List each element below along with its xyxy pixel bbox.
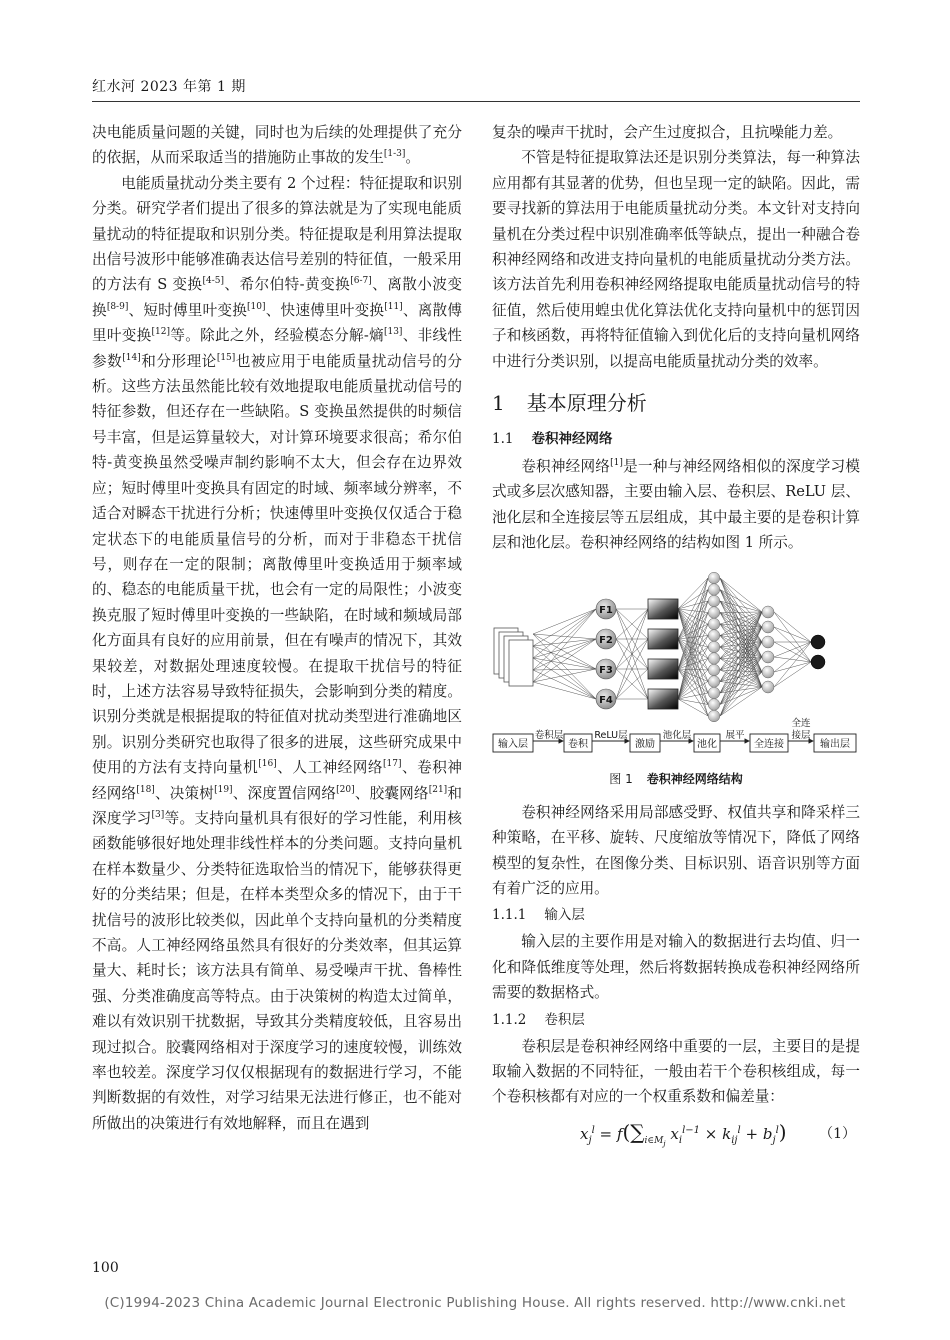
citation: [16]: [258, 759, 277, 770]
citation: [18]: [136, 784, 155, 795]
citation: [12]: [151, 327, 171, 338]
figure-caption: [492, 768, 860, 790]
paragraph-cnn: [492, 454, 860, 556]
citation: [8-9]: [106, 301, 129, 312]
subsubsection-title: 卷积层: [544, 1011, 585, 1028]
cnn-diagram: [492, 568, 860, 764]
header-rule: [92, 101, 860, 102]
section-heading: [492, 388, 860, 418]
text: 、非线性参数: [92, 327, 462, 370]
citation: [11]: [384, 301, 403, 312]
text: 电能质量扰动分类主要有 2 个过程：特征提取和识别分类。研究学者们提出了很多的算法就是为了实现电能质量扰动的特征提取和识别分类。特征提取是利用算法提取出信号波形中能够准确表达信号差别的特征值，一般采用的方法有 S 变换: [92, 174, 462, 294]
input-image-stack: [494, 628, 533, 686]
paragraph-continued: [92, 120, 462, 171]
text: 等。除此之外，经验模态分解-熵: [170, 327, 384, 345]
citation: [3]: [151, 810, 165, 821]
text: 决电能质量问题的关键，同时也为后续的处理提供了充分的依据，从而采取适当的措施防止事故的发生: [92, 124, 462, 167]
text: 。: [405, 149, 421, 167]
citation: [21]: [428, 784, 448, 795]
dense-node: [708, 583, 720, 595]
feature-label: F4: [599, 694, 613, 706]
feature-label: F2: [599, 634, 613, 646]
dense-node: [708, 710, 720, 722]
dense-node: [708, 606, 720, 618]
output-node: [811, 635, 825, 649]
citation: [19]: [214, 784, 233, 795]
flow-box-label: 输出层: [820, 738, 850, 750]
citation: [10]: [247, 301, 266, 312]
dense-node: [708, 652, 720, 664]
dense-node: [708, 618, 720, 630]
paragraph-method-intro: 不管是特征提取算法还是识别分类算法，每一种算法应用都有其显著的优势，但也呈现一定的缺陷。因此，需要寻找新的算法用于电能质量扰动分类。本文针对支持向量机在分类过程中识别准确率低等缺点，提出一种融合卷积神经网络和改进支持向量机的电能质量扰动分类方法。该方法首先利用卷积神经网络提取电能质量扰动信号的特征值，然后使用蝗虫优化算法优化支持向量机中的惩罚因子和核函数，再将特征值输入到优化后的支持向量机网络中进行分类识别，以提高电能质量扰动分类的效率。: [492, 149, 860, 370]
dense-node: [762, 651, 774, 663]
journal-header: 红水河 2023 年第 1 期: [92, 79, 246, 95]
feature-map: [648, 599, 678, 619]
citation: [1-3]: [383, 149, 406, 160]
text: 、希尔伯特-黄变换: [223, 276, 351, 294]
text: 、决策树: [154, 784, 215, 802]
subsection-title: 卷积神经网络: [531, 431, 613, 448]
paragraph-conv-layer: 卷积层是卷积神经网络中重要的一层，主要目的是提取输入数据的不同特征，一般由若干个卷积核组成，每一个卷积核都有对应的一个权重系数和偏差量：: [492, 1037, 860, 1106]
output-node: [811, 655, 825, 669]
figure-title: 卷积神经网络结构: [646, 771, 743, 786]
cnn-structure-figure: [492, 568, 860, 764]
dense-node: [708, 572, 720, 584]
flow-arrow-label: 卷积层: [534, 729, 564, 741]
text: 也被应用于电能质量扰动信号的分析。这些方法虽然能比较有效地提取电能质量扰动信号的特征参数，但还存在一些缺陷。S 变换虽然提供的时频信号丰富，但是运算量较大，对计算环境要求很高；希尔伯特-黄变换虽然受噪声制约影响不太大，但会存在边界效应；短时傅里叶变换具有固定的时域、频率域分辨率，不适合对瞬态干扰进行分析；快速傅里叶变换仅仅适合于稳定状态下的电能质量信号的分析，而对于非稳态干扰信号，则存在一定的限制；离散傅里叶变换适用于频率域的、稳态的电能质量干扰，也会有一定的局限性；小波变换克服了短时傅里叶变换的一些缺陷，在时域和频域局部化方面具有良好的应用前景，但在有噪声的情况下，其效果较差，对数据处理速度较慢。在提取干扰信号的特征时，上述方法容易导致特征损失，会影响到分类的精度。识别分类就是根据提取的特征值对扰动类型进行准确地区别。识别分类研究也取得了很多的进展，这些研究成果中使用的方法有支持向量机: [92, 352, 462, 777]
text: 、离散傅里叶变换: [92, 301, 462, 345]
dense-node: [762, 681, 774, 693]
dense-node: [708, 675, 720, 687]
left-column: [92, 120, 462, 1136]
citation: [15]: [216, 352, 236, 363]
dense-node: [708, 687, 720, 699]
text: 、短时傅里叶变换: [128, 301, 248, 319]
feature-map: [648, 629, 678, 649]
flow-arrow-label: 池化层: [662, 729, 692, 741]
subsubsection-heading: [492, 903, 860, 927]
paragraph-cnn-strategies: 卷积神经网络采用局部感受野、权值共享和降采样三种策略，在平移、旋转、尺度缩放等情况下，降低了网络模型的复杂性，在图像分类、目标识别、语音识别等方面有着广泛的应用。: [492, 803, 860, 897]
flow-arrow-label: 全连: [791, 717, 811, 729]
subsubsection-number: 1.1.2: [492, 1011, 527, 1028]
dense-node: [762, 606, 774, 618]
flow-arrow-label: 接层: [791, 729, 811, 741]
paragraph-disturbance-classification: [92, 171, 462, 1136]
text: 等。支持向量机具有很好的学习性能，利用核函数能够很好地处理非线性样本的分类问题。支持向量机在样本数量少、分类特征选取恰当的情况下，能够获得更好的分类结果；但是，在样本类型众多的情况下，由于干扰信号的波形比较类似，因此单个支持向量机的分类精度不高。人工神经网络虽然具有很好的分类效率，但其运算量大、耗时长；该方法具有简单、易受噪声干扰、鲁棒性强、分类准确度高等特点。由于决策树的构造太过简单，难以有效识别干扰数据，导致其分类精度较低，且容易出现过拟合。胶囊网络相对于深度学习的速度较慢，训练效率也较差。深度学习仅仅根据现有的数据进行学习，不能判断数据的有效性，对学习结果无法进行修正，也不能对所做出的决策进行有效地解释，而且在遇到: [92, 809, 462, 1132]
citation: [17]: [383, 759, 402, 770]
citation: [4-5]: [202, 276, 224, 287]
flow-box-label: 激励: [635, 738, 655, 750]
dense-node: [708, 641, 720, 653]
right-column: [492, 120, 860, 1154]
text: 、离散小波变换: [92, 276, 462, 319]
section-title: 基本原理分析: [526, 391, 647, 416]
citation: [13]: [383, 327, 403, 338]
equation-1: [492, 1116, 860, 1154]
text: 和分形理论: [140, 352, 217, 370]
citation: [20]: [336, 784, 355, 795]
flow-box-label: 全连接: [754, 738, 784, 750]
figure-number: 图 1: [609, 771, 633, 786]
flow-box-label: 卷积: [568, 738, 588, 750]
page-number: 100: [92, 1260, 119, 1276]
subsection-number: 1.1: [492, 431, 514, 448]
equation-number: （1）: [819, 1125, 856, 1142]
subsubsection-title: 输入层: [544, 907, 585, 924]
text: 、胶囊网络: [354, 784, 429, 802]
dense-node: [708, 595, 720, 607]
flow-arrow-label: ReLU层: [594, 729, 628, 741]
dense-node: [708, 698, 720, 710]
section-number: 1: [492, 391, 505, 416]
text: 、深度置信网络: [232, 784, 337, 802]
flow-box-label: 池化: [697, 738, 717, 750]
dense-node: [762, 621, 774, 633]
subsubsection-heading: [492, 1008, 860, 1032]
subsubsection-number: 1.1.1: [492, 907, 527, 924]
copyright-footer: (C)1994-2023 China Academic Journal Electronic Publishing House. All rights reserved. http://www.cnki.net: [104, 1295, 846, 1311]
equation-formula: $x_j^l = f(\sum_{i\in M_j}$ $x_i^{l-1} \times k_{ij}^l + b_j^l$): [580, 1119, 787, 1148]
citation: [6-7]: [350, 276, 372, 287]
text: 、快速傅里叶变换: [265, 301, 385, 319]
paragraph-continued: 复杂的噪声干扰时，会产生过度拟合，且抗噪能力差。: [492, 124, 843, 141]
text: 、人工神经网络: [276, 759, 384, 777]
flow-box-label: 输入层: [498, 738, 528, 750]
feature-label: F3: [599, 664, 613, 676]
subsection-heading: [492, 428, 860, 450]
dense-node: [708, 664, 720, 676]
text: 卷积神经网络: [521, 458, 611, 476]
text: 、卷积神经网络: [92, 759, 462, 802]
feature-map: [648, 689, 678, 709]
feature-label: F1: [599, 604, 613, 616]
dense-node: [762, 636, 774, 648]
feature-map: [648, 659, 678, 679]
paragraph-input-layer: 输入层的主要作用是对输入的数据进行去均值、归一化和降低维度等处理，然后将数据转换成卷积神经网络所需要的数据格式。: [492, 933, 860, 1002]
text: 和深度学习: [92, 784, 462, 827]
text: 是一种与神经网络相似的深度学习模式或多层次感知器，主要由输入层、卷积层、ReLU 层、池化层和全连接层等五层组成，其中最主要的是卷积计算层和池化层。卷积神经网络的结构如图 1 所示。: [492, 458, 860, 552]
dense-node: [708, 629, 720, 641]
citation: [14]: [122, 352, 141, 363]
dense-node: [762, 666, 774, 678]
flow-arrow-label: 展平: [725, 729, 745, 741]
citation: [1]: [610, 458, 623, 469]
